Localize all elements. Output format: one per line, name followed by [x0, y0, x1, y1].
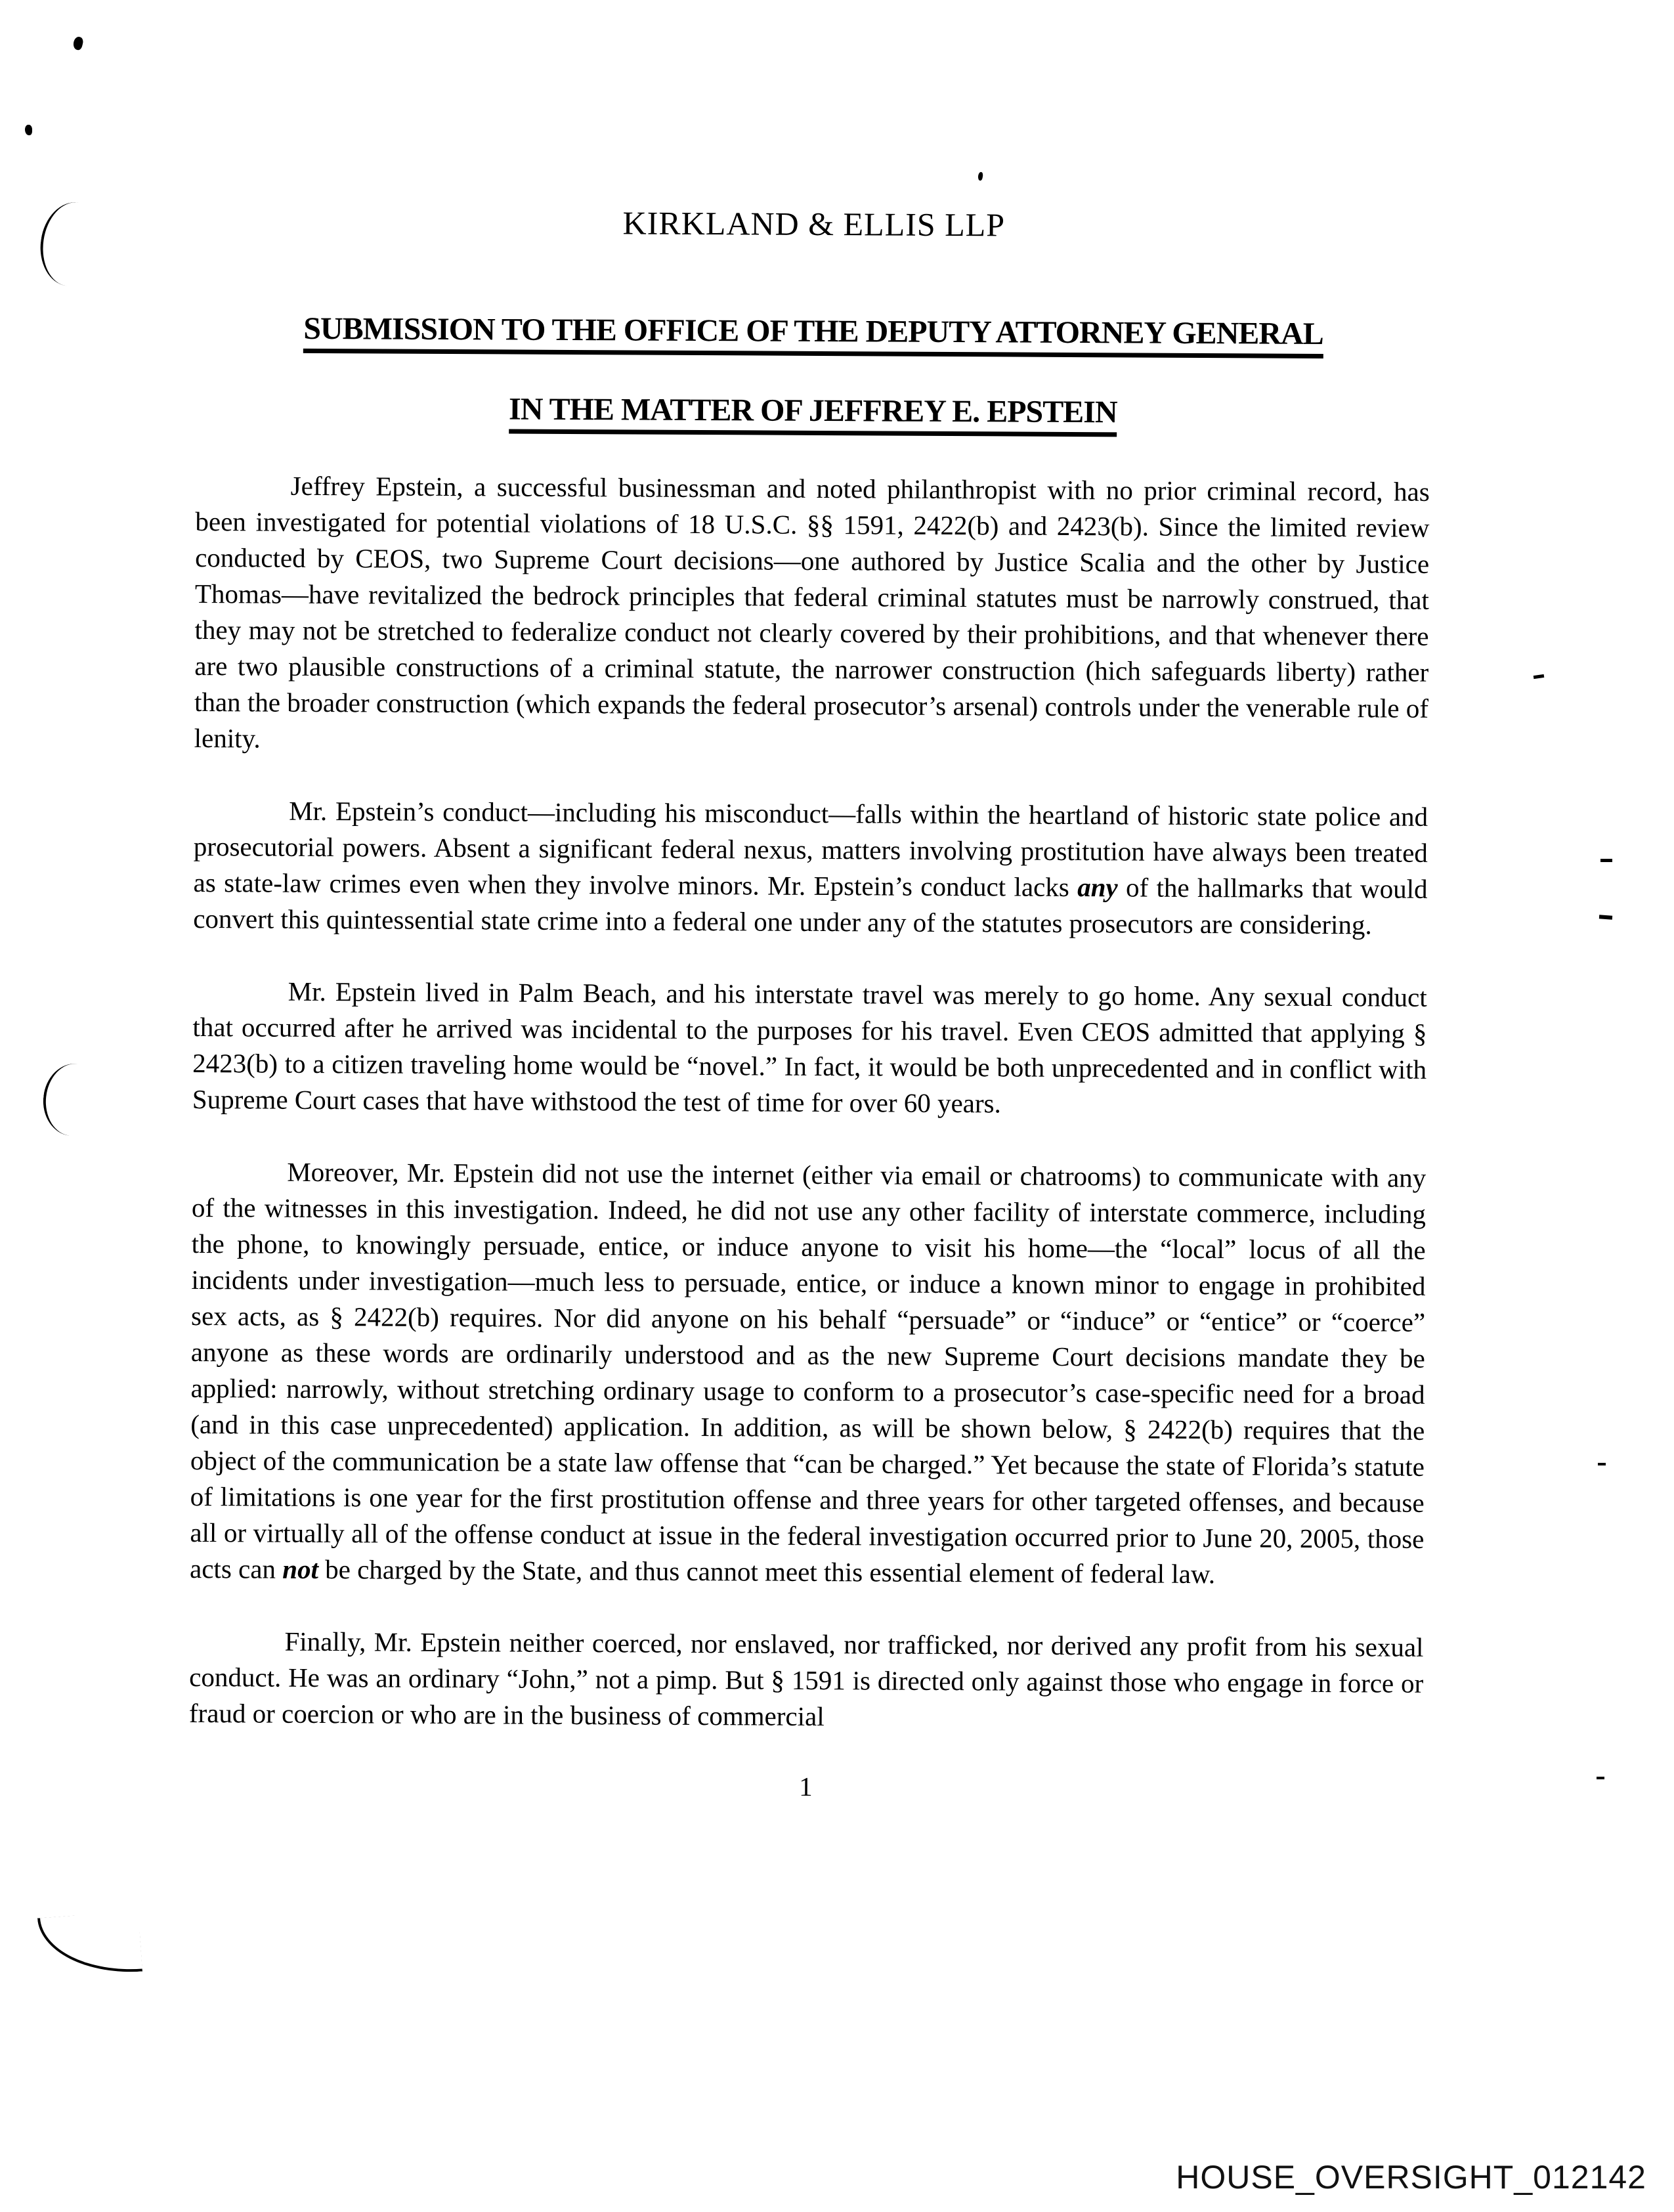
scan-artifact-speck	[977, 171, 983, 181]
paragraph	[190, 1154, 1426, 1594]
paragraph	[193, 792, 1428, 943]
scan-artifact-curve	[35, 198, 110, 290]
scan-artifact-dash	[1534, 674, 1545, 679]
emphasized-text: not	[282, 1553, 319, 1584]
paragraph-text: Mr. Epstein lived in Palm Beach, and his interstate travel was merely to go home. Any sexual conduct that occurred after he arrived was incidental to the purposes for his travel. Even CEOS admitted that applying § 2423(b) to a citizen traveling home would be “novel.” In fact, it would be both unprecedented and in conflict with Supreme Court cases that have withstood the test of time for over 60 years.	[192, 976, 1427, 1119]
paragraph-text: of the hallmarks that would convert this quintessential state crime into a federal one under any of the statutes prosecutors are considering.	[193, 872, 1428, 940]
paragraph-text: Jeffrey Epstein, a successful businessman and noted philanthropist with no prior criminal record, has been investigated for potential violations of 18 U.S.C. §§ 1591, 2422(b) and 2423(b). Since the limited review conducted by CEOS, two Supreme Court decisions—one authored by Justice Scalia and the other by Justice Thomas—have revitalized the bedrock principles that federal criminal statutes must be narrowly construed, that they may not be stretched to federalize conduct not clearly covered by their prohibitions, and that whenever there are two plausible constructions of a criminal statute, the narrower construction (hich safeguards liberty) rather than the broader construction (which expands the federal prosecutor’s arsenal) controls under the venerable rule of lenity.	[194, 470, 1430, 754]
document-content	[188, 204, 1431, 1806]
document-body	[189, 467, 1430, 1738]
title-line-1-text: SUBMISSION TO THE OFFICE OF THE DEPUTY ATTORNEY GENERAL	[303, 312, 1323, 358]
scan-artifact-curve	[40, 1060, 108, 1139]
paragraph	[194, 467, 1430, 763]
scan-artifact-dash	[1599, 915, 1612, 919]
document-title-line-1	[196, 311, 1430, 359]
paragraph	[189, 1623, 1424, 1738]
paragraph	[192, 973, 1427, 1124]
scan-artifact-dash	[1598, 1463, 1606, 1465]
scan-artifact-speck	[72, 36, 85, 51]
paragraph-text: Finally, Mr. Epstein neither coerced, nor enslaved, nor trafficked, nor derived any profit from his sexual conduct. He was an ordinary “John,” not a pimp. But § 1591 is directed only against those who engage in force or fraud or coercion or who are in the business of commercial	[188, 1626, 1424, 1732]
scan-artifact-curve	[37, 1911, 142, 1979]
scan-artifact-dash	[1597, 1777, 1604, 1779]
scan-artifact-speck	[25, 125, 32, 135]
title-line-2-text: IN THE MATTER OF JEFFREY E. EPSTEIN	[509, 392, 1117, 437]
document-title-line-2	[196, 391, 1430, 439]
paragraph-text: be charged by the State, and thus cannot meet this essential element of federal law.	[318, 1553, 1216, 1590]
page-number: 1	[799, 1771, 813, 1802]
scan-artifact-dash	[1600, 859, 1612, 862]
bates-stamp: HOUSE_OVERSIGHT_012142	[1176, 2159, 1646, 2196]
firm-name: KIRKLAND & ELLIS LLP	[622, 204, 1006, 244]
emphasized-text: any	[1077, 872, 1118, 903]
paragraph-text: Mr. Epstein’s conduct—including his misconduct—falls within the heartland of historic state police and prosecutorial powers. Absent a significant federal nexus, matters involving prostitution have always been treated as state-law crimes even when they involve minors. Mr. Epstein’s conduct lacks	[193, 795, 1428, 903]
paragraph-text: Moreover, Mr. Epstein did not use the internet (either via email or chatrooms) to communicate with any of the witnesses in this investigation. Indeed, he did not use any other facility of interstate commerce, including the phone, to knowingly persuade, entice, or induce anyone to visit his home—the “local” locus of all the incidents under investigation—much less to persuade, entice, or induce a known minor to engage in prohibited sex acts, as § 2422(b) requires. Nor did anyone on his behalf “persuade” or “induce” or “entice” or “coerce” anyone as these words are ordinarily understood and as the new Supreme Court decisions mandate they be applied: narrowly, without stretching ordinary usage to conform to a prosecutor’s case-specific need for a broad (and in this case unprecedented) application. In addition, as will be shown below, § 2422(b) requires that the object of the communication be a state law offense that “can be charged.” Yet because the state of Florida’s statute of limitations is one year for the first prostitution offense and three years for other targeted offenses, and because all or virtually all of the offense conduct at issue in the federal investigation occurred prior to June 20, 2005, those acts can	[189, 1156, 1427, 1584]
